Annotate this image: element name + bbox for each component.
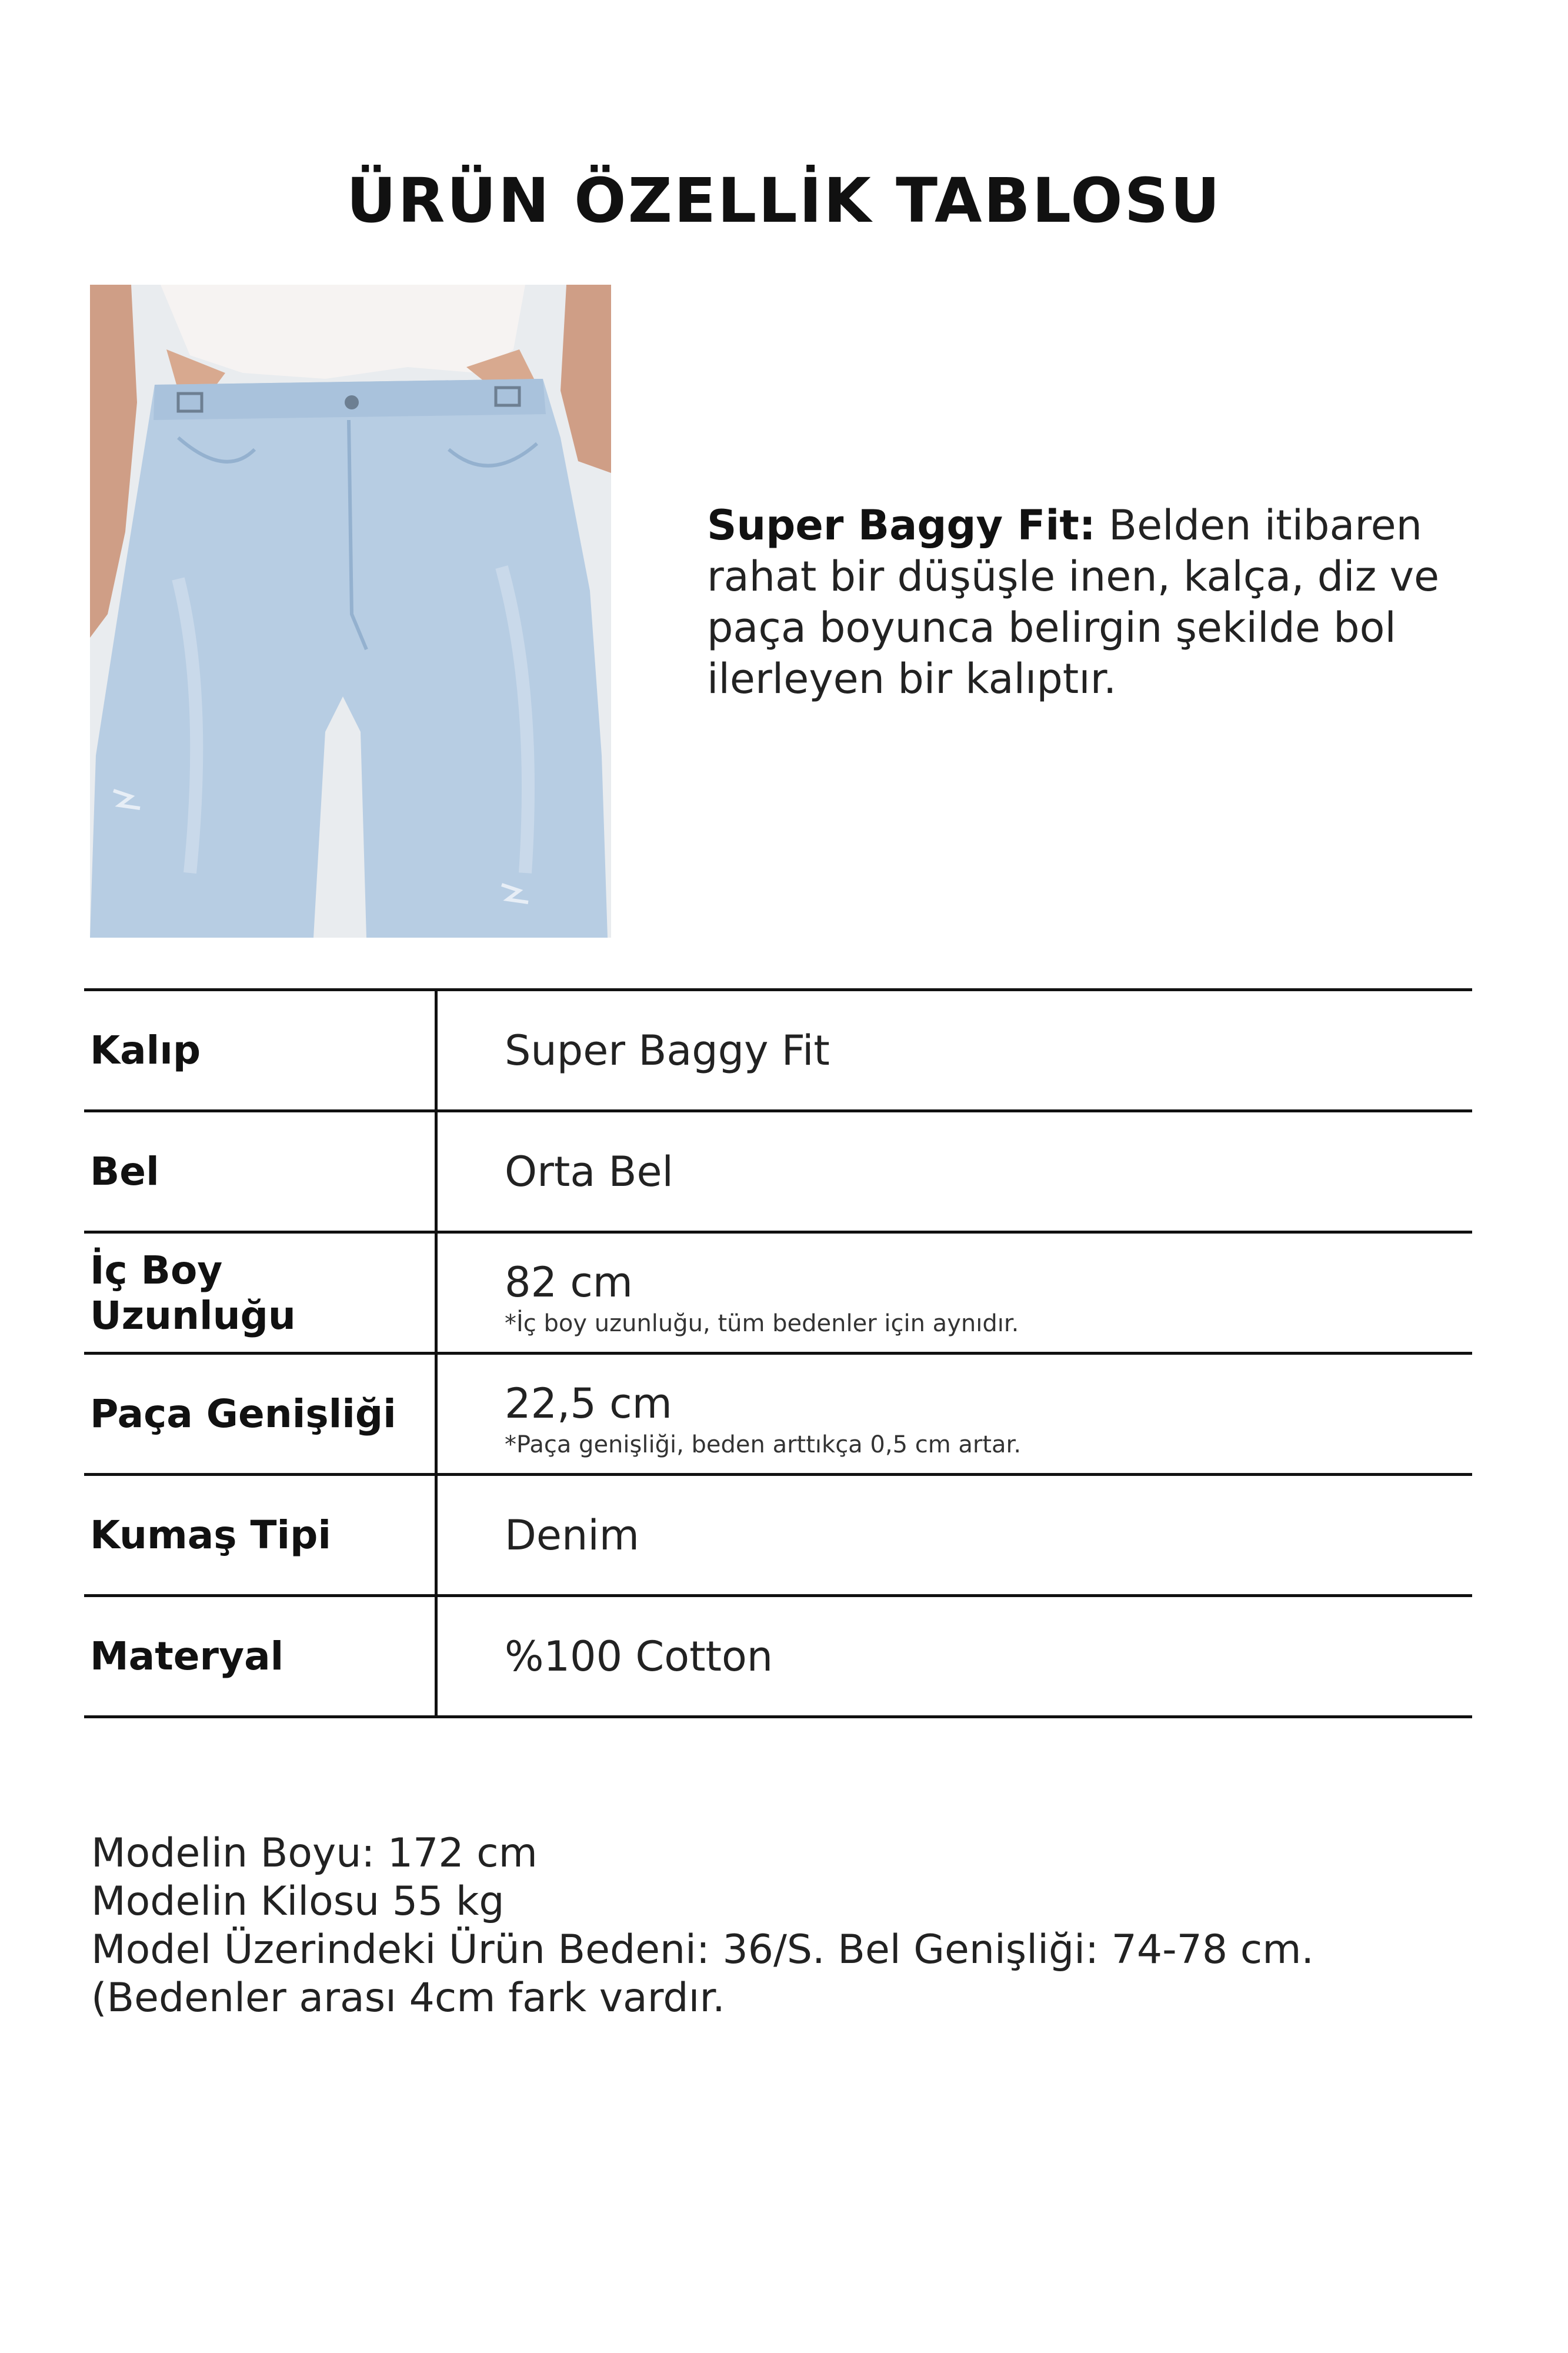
page-title: ÜRÜN ÖZELLİK TABLOSU [346,165,1222,236]
row-value-text: Orta Bel [505,1147,674,1196]
column-divider [435,1112,438,1231]
fit-description-title: Super Baggy Fit: [707,501,1096,549]
row-note: *İç boy uzunluğu, tüm bedenler için aynıdır. [505,1310,1019,1337]
model-size: Model Üzerindeki Ürün Bedeni: 36/S. Bel Genişliği: 74-78 cm. (Bedenler arası 4cm fark vardır. [91,1927,1315,2021]
model-height: Modelin Boyu: 172 cm [91,1830,538,1877]
row-label: Paça Genişliği [90,1391,396,1437]
spec-table [84,988,1472,1718]
table-row [84,1597,1472,1718]
row-value-text: Super Baggy Fit [505,1026,830,1075]
row-label: İç Boy Uzunluğu [90,1247,296,1338]
column-divider [435,1355,438,1473]
column-divider [435,991,438,1109]
row-value-text: 22,5 cm [505,1379,672,1428]
row-label: Materyal [90,1634,284,1679]
row-label: Kalıp [90,1028,201,1073]
column-divider [435,1476,438,1594]
row-label: Bel [90,1149,159,1194]
row-value [505,991,1472,1109]
fit-description [707,500,1495,705]
row-value-text: %100 Cotton [505,1632,773,1681]
row-value [505,1112,1472,1231]
table-row [84,1112,1472,1234]
row-value [505,1597,1472,1715]
row-value-text: 82 cm [505,1258,633,1307]
row-value [505,1234,1472,1352]
row-value [505,1476,1472,1594]
jeans-illustration [90,285,611,938]
row-label: Kumaş Tipi [90,1512,332,1558]
row-value-text: Denim [505,1511,639,1559]
table-row [84,1234,1472,1355]
model-weight: Modelin Kilosu 55 kg [91,1878,505,1925]
column-divider [435,1597,438,1715]
fit-description-text: Belden itibaren rahat bir düşüşle inen, kalça, diz ve paça boyunca belirgin şekilde bol ilerleyen bir kalıptır. [707,501,1440,703]
table-row [84,1476,1472,1597]
row-note: *Paça genişliği, beden arttıkça 0,5 cm artar. [505,1431,1022,1458]
product-photo [90,285,611,938]
table-row [84,1355,1472,1476]
column-divider [435,1234,438,1352]
model-info [91,1829,1462,2022]
row-value [505,1355,1472,1473]
table-row [84,991,1472,1112]
